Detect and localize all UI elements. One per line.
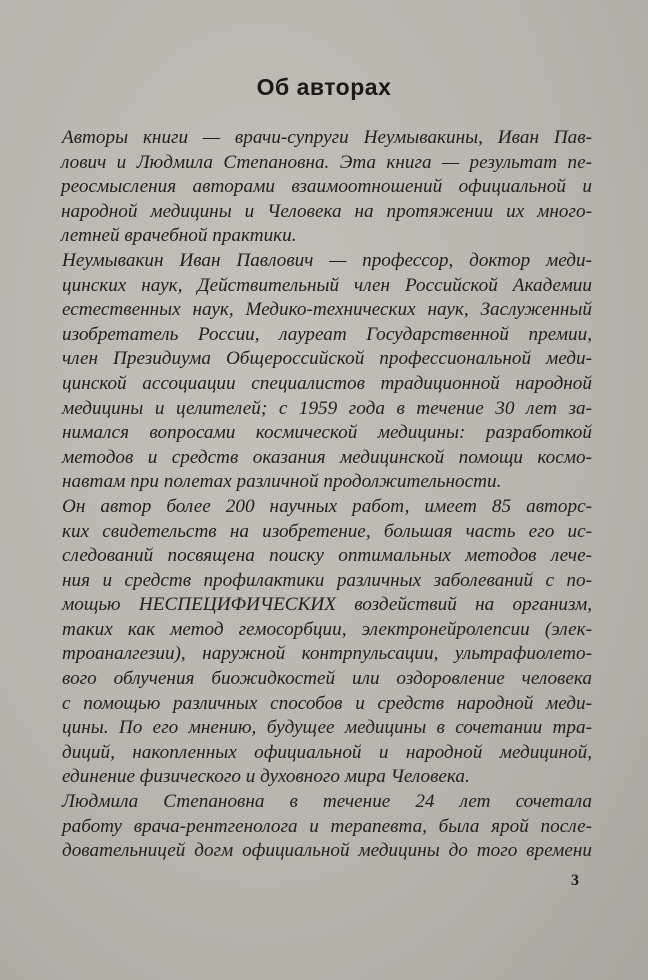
text-line: реосмысления авторами взаимоотношений официальной и bbox=[61, 176, 592, 198]
page-number: 3 bbox=[571, 872, 579, 889]
text-line: лович и Людмила Степановна. Эта книга — результат пе- bbox=[61, 151, 592, 173]
paragraph-ludmila-bio bbox=[62, 790, 592, 864]
text-line: мощью НЕСПЕЦИФИЧЕСКИХ воздействий на организм, bbox=[62, 594, 592, 616]
text-line: Он автор более 200 научных работ, имеет 85 авторс- bbox=[62, 495, 592, 517]
text-line: член Президиума Общероссийской профессиональной меди- bbox=[62, 348, 592, 370]
page-title: Об авторах bbox=[256, 74, 392, 100]
text-line: довательницей догм официальной медицины до того времени bbox=[62, 840, 592, 862]
text-line: работу врача-рентгенолога и терапевта, была ярой после- bbox=[62, 815, 592, 837]
text-line: изобретатель России, лауреат Государственной премии, bbox=[62, 323, 592, 345]
text-line: медицины и целителей; с 1959 года в течение 30 лет за- bbox=[62, 397, 592, 419]
text-line: народной медицины и Человека на протяжении их много- bbox=[61, 200, 592, 222]
text-line: единение физического и духовного мира Человека. bbox=[62, 766, 470, 788]
text-line: ния и средств профилактики различных заболеваний с по- bbox=[62, 569, 592, 591]
text-line: методов и средств оказания медицинской помощи космо- bbox=[62, 446, 592, 468]
text-line: следований посвящена поиску оптимальных методов лече- bbox=[62, 545, 592, 567]
text-line: летней врачебной практики. bbox=[61, 225, 297, 247]
paragraph-works bbox=[62, 495, 592, 790]
text-line: навтам при полетах различной продолжительности. bbox=[62, 471, 502, 493]
text-line: Авторы книги — врачи-супруги Неумывакины, Иван Пав- bbox=[62, 127, 592, 148]
text-line: естественных наук, Медико-технических наук, Заслуженный bbox=[62, 299, 592, 321]
paragraph-ivan-bio bbox=[62, 249, 592, 495]
text-line: Людмила Степановна в течение 24 лет сочетала bbox=[62, 791, 592, 813]
page-body-text bbox=[62, 126, 592, 864]
text-line: ких свидетельств на изобретение, большая часть его ис- bbox=[62, 520, 592, 542]
text-line: с помощью различных способов и средств народной меди- bbox=[62, 692, 592, 714]
text-line: вого облучения биожидкостей или оздоровление человека bbox=[62, 668, 592, 690]
text-line: диций, накопленных официальной и народной медициной, bbox=[62, 741, 592, 763]
text-line: цинских наук, Действительный член Российской Академии bbox=[62, 274, 592, 296]
text-line: цинской ассоциации специалистов традиционной народной bbox=[62, 372, 592, 394]
text-line: Неумывакин Иван Павлович — профессор, доктор меди- bbox=[62, 249, 592, 271]
text-line: троаналгезии), наружной контрпульсации, ультрафиолето- bbox=[62, 643, 592, 665]
text-line: цины. По его мнению, будущее медицины в сочетании тра- bbox=[62, 717, 592, 739]
text-line: таких как метод гемосорбции, электронейролепсии (элек- bbox=[62, 618, 592, 640]
paragraph-intro bbox=[62, 126, 592, 249]
text-line: нимался вопросами космической медицины: разработкой bbox=[62, 422, 592, 444]
